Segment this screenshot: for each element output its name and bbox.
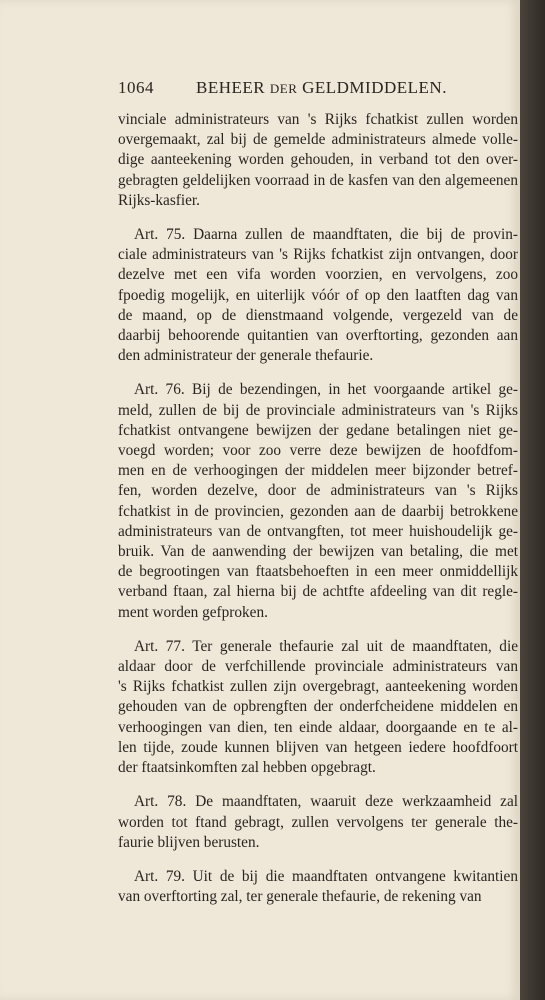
text-line: verband ftaan, zal hierna bij de achtfte afdeeling van dit regle- <box>118 583 518 601</box>
text-line: de begrootingen van ftaatsbehoeften in een meer onmiddellijk <box>118 563 518 581</box>
article-paragraph <box>118 792 518 853</box>
text-line: voegd worden; voor zoo verre deze bewijzen de hoofdfom- <box>118 442 518 460</box>
text-line: dige aanteekening worden gehouden, in verband tot den over- <box>118 151 518 169</box>
article-paragraph <box>118 380 518 622</box>
text-line: len tijde, zoude kunnen blijven van hetgeen iedere hoofdfoort <box>118 738 518 756</box>
text-line: vinciale administrateurs van 's Rijks fchatkist zullen worden <box>118 111 518 128</box>
text-line: den administrateur der generale thefaurie. <box>118 347 374 365</box>
text-line: Art. 77. Ter generale thefaurie zal uit de maandftaten, die <box>134 637 518 655</box>
text-line: meld, zullen de bij de provinciale administrateurs van 's Rijks <box>118 401 518 419</box>
running-title: BEHEER DER GELDMIDDELEN. <box>196 78 447 97</box>
text-line: men en de verhoogingen der middelen meer bijzonder betref- <box>118 462 518 480</box>
text-line: bruik. Van de aanwending der bewijzen van betaling, die met <box>118 543 518 561</box>
text-line: gebragten geldelijken voorraad in de kasfen van den algemeenen <box>118 171 518 189</box>
text-line: gehouden van de opbrengften der onderfcheidene middelen en <box>118 698 518 716</box>
text-line: Art. 76. Bij de bezendingen, in het voorgaande artikel ge- <box>134 381 518 399</box>
text-line: van overftorting zal, ter generale thefaurie, de rekening van <box>118 888 482 906</box>
text-line: faurie blijven berusten. <box>118 833 260 851</box>
book-edge <box>520 0 545 1000</box>
text-line: Art. 78. De maandftaten, waaruit deze werkzaamheid zal <box>134 793 518 811</box>
text-line: administrateurs van de ontvangften, tot meer huishoudelijk ge- <box>118 522 518 540</box>
text-line: verhoogingen van dien, ten einde aldaar, doorgaande en te al- <box>118 718 518 736</box>
running-head <box>118 78 518 102</box>
continued-paragraph <box>118 110 518 211</box>
text-line: fchatkist ontvangene bewijzen der gedane betalingen niet ge- <box>118 421 518 439</box>
text-line: daarbij behoorende quitantien van overftorting, gezonden aan <box>118 327 518 345</box>
text-line: fpoedig mogelijk, en uiterlijk vóór of op den laatften dag van <box>118 286 518 304</box>
text-line: worden tot ftand gebragt, zullen vervolgens ter generale the- <box>118 813 518 831</box>
text-line: ment worden gefproken. <box>118 603 268 621</box>
text-line: overgemaakt, zal bij de gemelde administrateurs almede volle- <box>118 131 518 149</box>
text-line: de maand, op de dienstmaand volgende, vergezeld van de <box>118 306 518 324</box>
text-line: dezelve met een vifa worden voorzien, en vervolgens, zoo <box>118 266 518 284</box>
text-line: ciale administrateurs van 's Rijks fchatkist zijn ontvangen, door <box>118 246 518 264</box>
text-line: der ftaatsinkomften zal hebben opgebragt. <box>118 759 376 777</box>
body-text <box>118 110 518 907</box>
page-text <box>118 78 518 921</box>
article-paragraph <box>118 867 518 907</box>
page-number: 1064 <box>118 78 154 97</box>
text-line: fen, worden dezelve, door de administrateurs van 's Rijks <box>118 482 518 500</box>
text-line: Art. 79. Uit de bij die maandftaten ontvangene kwitantien <box>134 867 518 885</box>
text-line: 's Rijks fchatkist zullen zijn overgebragt, aanteekening worden <box>118 678 518 696</box>
article-paragraph <box>118 637 518 778</box>
text-line: Art. 75. Daarna zullen de maandftaten, die bij de provin- <box>134 226 518 244</box>
text-line: aldaar door de verfchillende provinciale administrateurs van <box>118 658 518 676</box>
text-line: Rijks-kasfier. <box>118 191 200 209</box>
article-paragraph <box>118 225 518 366</box>
text-line: fchatkist in de provincien, gezonden aan de daarbij betrokkene <box>118 502 518 520</box>
